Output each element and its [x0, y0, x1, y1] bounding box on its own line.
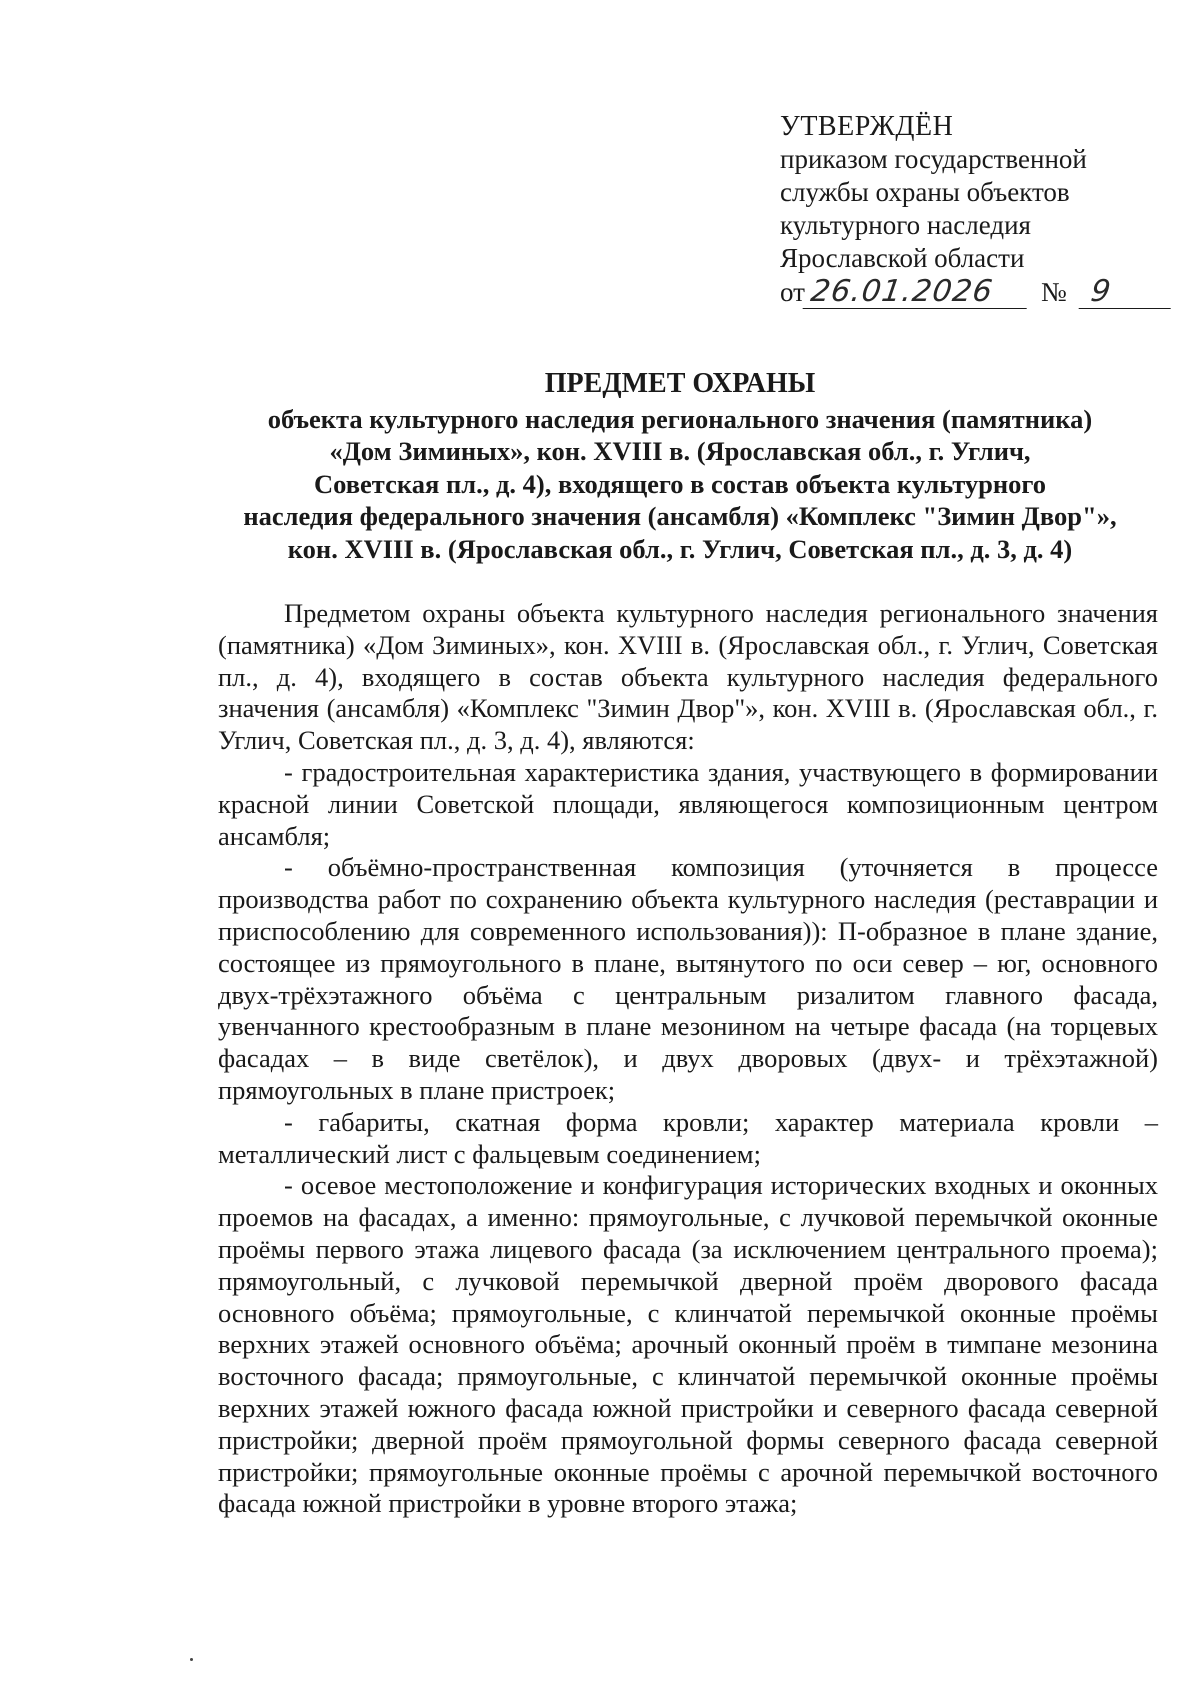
- document-body: [218, 598, 1158, 1520]
- title-line: «Дом Зиминых», кон. XVIII в. (Ярославская обл., г. Углич,: [329, 436, 1031, 466]
- title-main: ПРЕДМЕТ ОХРАНЫ: [544, 368, 816, 399]
- number-sign: №: [1040, 277, 1067, 307]
- approval-date-number-row: [780, 275, 1160, 309]
- list-item: - габариты, скатная форма кровли; характер материала кровли – металлический лист с фальцевым соединением;: [218, 1106, 1158, 1169]
- approval-heading: УТВЕРЖДЁН: [780, 111, 954, 142]
- scan-speck: [190, 1658, 193, 1661]
- handwritten-date: 26.01.2026: [803, 275, 1032, 309]
- list-item: - градостроительная характеристика здания, участвующего в формировании красной линии Советской площади, являющегося композиционным центром ансамбля;: [218, 756, 1158, 851]
- approval-line: культурного наследия: [780, 210, 1031, 240]
- intro-paragraph: Предметом охраны объекта культурного наследия регионального значения (памятника) «Дом Зиминых», кон. XVIII в. (Ярославская обл., г. Углич, Советская пл., д. 4), входящего в состав объекта культурного наследия федерального значения (ансамбля) «Комплекс "Зимин Двор"», кон. XVIII в. (Ярославская обл., г. Углич, Советская пл., д. 3, д. 4), являются:: [218, 598, 1158, 756]
- title-line: кон. XVIII в. (Ярославская обл., г. Углич, Советская пл., д. 3, д. 4): [287, 533, 1073, 564]
- handwritten-number: 9: [1078, 275, 1175, 309]
- approval-stamp-block: [780, 110, 1160, 309]
- title-line: наследия федерального значения (ансамбля) «Комплекс "Зимин Двор"»,: [243, 501, 1117, 531]
- approval-line: Ярославской области: [780, 243, 1025, 273]
- document-title: [200, 368, 1160, 565]
- title-line: Советская пл., д. 4), входящего в состав объекта культурного: [313, 468, 1047, 499]
- approval-line: приказом государственной: [780, 144, 1087, 174]
- list-item: - осевое местоположение и конфигурация исторических входных и оконных проемов на фасадах, а именно: прямоугольные, с лучковой перемычкой оконные проёмы первого этажа лицевого фасада (за исключением центрального проема); прямоугольный, с лучковой перемычкой дверной проём дворового фасада основного объёма; прямоугольные, с клинчатой перемычкой оконные проёмы верхних этажей основного объёма; арочный оконный проём в тимпане мезонина восточного фасада; прямоугольные, с клинчатой перемычкой оконные проёмы верхних этажей южного фасада южной пристройки и северного фасада северной пристройки; дверной проём прямоугольной формы северного фасада северной пристройки; прямоугольные оконные проёмы с арочной перемычкой восточного фасада южной пристройки в уровне второго этажа;: [218, 1170, 1158, 1519]
- list-item: - объёмно-пространственная композиция (уточняется в процессе производства работ по сохранению объекта культурного наследия (реставрации и приспособлению для современного использования)): П-образное в плане здание, состоящее из прямоугольного в плане, вытянутого по оси север – юг, основного двух-трёхэтажного объёма с центральным ризалитом главного фасада, увенчанного крестообразным в плане мезонином на четыре фасада (на торцевых фасадах – в виде светёлок), и двух дворовых (двух- и трёхэтажной) прямоугольных в плане пристроек;: [218, 852, 1158, 1105]
- approval-line: службы охраны объектов: [780, 177, 1070, 207]
- date-prefix: от: [780, 277, 805, 307]
- title-line: объекта культурного наследия регионального значения (памятника): [267, 403, 1093, 434]
